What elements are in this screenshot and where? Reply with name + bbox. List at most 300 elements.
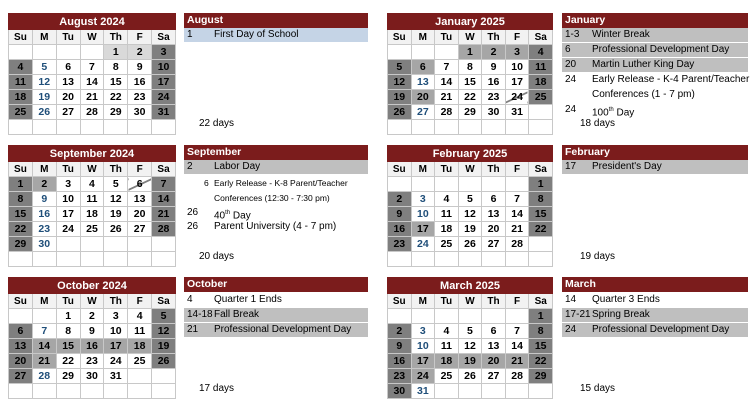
day-cell: 29 — [529, 369, 553, 384]
month-title: September 2024 — [9, 146, 176, 162]
day-cell: 22 — [104, 90, 128, 105]
event-date: 24 — [565, 104, 577, 115]
day-cell: 15 — [529, 339, 553, 354]
dow: Th — [482, 162, 506, 177]
day-cell: 2 — [80, 309, 104, 324]
day-cell: 7 — [32, 324, 56, 339]
day-cell: 5 — [458, 324, 482, 339]
day-cell: 12 — [32, 75, 56, 90]
day-cell: 2 — [388, 324, 412, 339]
day-cell: 26 — [152, 354, 176, 369]
day-cell: 28 — [505, 369, 529, 384]
day-cell: 23 — [80, 354, 104, 369]
event-row — [184, 28, 368, 42]
day-cell: 17 — [104, 339, 128, 354]
day-cell: 17 — [152, 75, 176, 90]
day-cell: 24 — [505, 90, 529, 105]
day-cell: 26 — [32, 105, 56, 120]
dow: M — [411, 30, 435, 45]
day-cell — [388, 45, 412, 60]
day-cell: 31 — [152, 105, 176, 120]
event-date: 17 — [565, 161, 577, 172]
event-text: Conferences (12:30 - 7:30 pm) — [214, 193, 330, 203]
event-date: 21 — [187, 324, 199, 335]
day-cell: 6 — [482, 324, 506, 339]
day-cell: 27 — [482, 237, 506, 252]
event-text: Parent University (4 - 7 pm) — [214, 221, 337, 232]
day-cell: 17 — [56, 207, 80, 222]
event-date: 20 — [565, 59, 577, 70]
dow: W — [458, 294, 482, 309]
day-cell: 20 — [9, 354, 33, 369]
day-cell: 21 — [505, 354, 529, 369]
event-date: 17-21 — [565, 309, 591, 320]
day-cell: 22 — [56, 354, 80, 369]
event-row — [184, 191, 368, 205]
day-cell: 23 — [32, 222, 56, 237]
day-cell: 7 — [152, 177, 176, 192]
day-cell: 17 — [411, 222, 435, 237]
day-cell: 13 — [128, 192, 152, 207]
day-cell: 1 — [529, 309, 553, 324]
event-text: President's Day — [592, 161, 662, 172]
day-cell: 25 — [80, 222, 104, 237]
event-row — [184, 293, 368, 307]
event-row — [562, 28, 748, 42]
event-row — [562, 293, 748, 307]
day-cell: 5 — [458, 192, 482, 207]
dow: Su — [388, 162, 412, 177]
day-cell: 3 — [505, 45, 529, 60]
day-cell: 25 — [128, 354, 152, 369]
day-cell: 13 — [9, 339, 33, 354]
event-header-march: March — [562, 277, 748, 292]
day-cell: 15 — [529, 207, 553, 222]
day-cell: 21 — [505, 222, 529, 237]
day-cell: 14 — [505, 339, 529, 354]
day-cell: 9 — [388, 339, 412, 354]
day-cell — [529, 105, 553, 120]
day-cell: 12 — [152, 324, 176, 339]
day-cell: 8 — [56, 324, 80, 339]
calendar-january — [387, 13, 553, 135]
day-cell: 14 — [435, 75, 459, 90]
dow: W — [80, 30, 104, 45]
day-cell: 9 — [32, 192, 56, 207]
dow: Th — [482, 30, 506, 45]
dow: F — [505, 30, 529, 45]
day-cell: 20 — [482, 222, 506, 237]
event-header-february: February — [562, 145, 748, 160]
day-cell: 20 — [56, 90, 80, 105]
event-row — [562, 160, 748, 174]
day-cell — [80, 45, 104, 60]
dow: M — [411, 162, 435, 177]
day-cell: 6 — [411, 60, 435, 75]
event-text: Early Release - K-4 Parent/Teacher — [592, 74, 750, 85]
day-cell: 20 — [128, 207, 152, 222]
day-cell: 22 — [529, 354, 553, 369]
event-date: 24 — [565, 74, 577, 85]
calendar-september — [8, 145, 176, 267]
calendar-august — [8, 13, 176, 135]
day-cell: 12 — [458, 339, 482, 354]
day-cell: 10 — [152, 60, 176, 75]
days-count: 18 days — [580, 118, 616, 129]
day-cell: 25 — [435, 369, 459, 384]
dow: M — [32, 162, 56, 177]
day-cell: 19 — [104, 207, 128, 222]
day-cell: 16 — [388, 354, 412, 369]
event-text: Quarter 1 Ends — [214, 294, 282, 305]
event-date: 6 — [204, 178, 209, 188]
day-cell: 10 — [411, 339, 435, 354]
day-cell: 28 — [80, 105, 104, 120]
day-cell: 19 — [458, 354, 482, 369]
day-cell: 11 — [435, 207, 459, 222]
event-date: 14 — [565, 294, 577, 305]
event-row — [184, 220, 368, 234]
day-cell: 28 — [435, 105, 459, 120]
day-cell: 1 — [9, 177, 33, 192]
day-cell: 6 — [9, 324, 33, 339]
day-cell: 27 — [411, 105, 435, 120]
day-cell: 23 — [482, 90, 506, 105]
day-cell: 29 — [56, 369, 80, 384]
dow: Su — [9, 162, 33, 177]
day-cell: 15 — [56, 339, 80, 354]
event-date: 1-3 — [565, 29, 580, 40]
day-cell: 1 — [529, 177, 553, 192]
day-cell: 26 — [458, 237, 482, 252]
dow: Sa — [152, 162, 176, 177]
dow: M — [411, 294, 435, 309]
day-cell: 10 — [56, 192, 80, 207]
day-cell: 6 — [56, 60, 80, 75]
day-cell: 30 — [482, 105, 506, 120]
event-header-september: September — [184, 145, 368, 160]
event-row — [184, 160, 368, 174]
dow: W — [458, 162, 482, 177]
day-cell: 15 — [9, 207, 33, 222]
event-text: Winter Break — [592, 29, 650, 40]
days-count: 20 days — [199, 251, 235, 262]
event-text: Fall Break — [214, 309, 260, 320]
event-date: 24 — [565, 324, 577, 335]
dow: Tu — [435, 162, 459, 177]
day-cell: 12 — [458, 207, 482, 222]
day-cell: 29 — [458, 105, 482, 120]
dow: W — [80, 162, 104, 177]
day-cell: 5 — [388, 60, 412, 75]
dow: Sa — [529, 294, 553, 309]
day-cell: 15 — [458, 75, 482, 90]
day-cell: 1 — [104, 45, 128, 60]
day-cell: 22 — [458, 90, 482, 105]
day-cell: 9 — [388, 207, 412, 222]
day-cell: 24 — [56, 222, 80, 237]
event-text: Conferences (1 - 7 pm) — [592, 89, 695, 100]
day-cell: 24 — [411, 237, 435, 252]
day-cell: 2 — [128, 45, 152, 60]
days-count: 17 days — [199, 383, 235, 394]
dow: Tu — [56, 294, 80, 309]
event-text: Professional Development Day — [592, 324, 730, 335]
day-cell: 7 — [505, 324, 529, 339]
event-row — [562, 103, 748, 117]
day-cell: 9 — [128, 60, 152, 75]
day-cell: 19 — [152, 339, 176, 354]
day-cell: 8 — [529, 192, 553, 207]
day-cell — [56, 45, 80, 60]
event-date: 26 — [187, 221, 199, 232]
event-text: Martin Luther King Day — [592, 59, 695, 70]
event-text-main: 40 — [214, 210, 226, 222]
day-cell: 28 — [505, 237, 529, 252]
day-cell: 30 — [128, 105, 152, 120]
day-cell: 3 — [152, 45, 176, 60]
event-text-tail: Day — [230, 210, 251, 222]
dow: Th — [104, 30, 128, 45]
event-text: Early Release - K-8 Parent/Teacher — [214, 178, 348, 188]
day-cell: 1 — [56, 309, 80, 324]
day-cell: 14 — [32, 339, 56, 354]
dow: F — [128, 294, 152, 309]
day-cell: 20 — [411, 90, 435, 105]
day-cell: 1 — [458, 45, 482, 60]
day-cell: 11 — [128, 324, 152, 339]
day-cell: 24 — [152, 90, 176, 105]
dow: Tu — [56, 30, 80, 45]
day-cell: 4 — [435, 324, 459, 339]
dow: Su — [9, 294, 33, 309]
day-cell: 28 — [32, 369, 56, 384]
day-cell: 2 — [388, 192, 412, 207]
dow: Tu — [435, 30, 459, 45]
day-cell: 16 — [482, 75, 506, 90]
dow: Su — [388, 30, 412, 45]
day-cell: 18 — [9, 90, 33, 105]
day-cell: 16 — [80, 339, 104, 354]
dow: W — [458, 30, 482, 45]
dow: F — [128, 30, 152, 45]
day-cell: 13 — [482, 339, 506, 354]
day-cell: 4 — [9, 60, 33, 75]
day-cell: 4 — [435, 192, 459, 207]
month-title: January 2025 — [388, 14, 553, 30]
day-cell: 6 — [482, 192, 506, 207]
event-row — [562, 58, 748, 72]
day-cell: 13 — [56, 75, 80, 90]
day-cell: 8 — [458, 60, 482, 75]
event-date: 6 — [565, 44, 571, 55]
dow: Th — [482, 294, 506, 309]
day-cell: 19 — [458, 222, 482, 237]
day-cell: 19 — [32, 90, 56, 105]
day-cell: 10 — [411, 207, 435, 222]
day-cell: 18 — [80, 207, 104, 222]
day-cell: 14 — [152, 192, 176, 207]
day-cell: 29 — [9, 237, 33, 252]
event-text-main: 100 — [592, 107, 609, 119]
day-cell: 16 — [388, 222, 412, 237]
day-cell: 4 — [529, 45, 553, 60]
event-row — [562, 308, 748, 322]
day-cell: 25 — [9, 105, 33, 120]
day-cell: 18 — [529, 75, 553, 90]
dow: F — [128, 162, 152, 177]
event-row — [184, 176, 368, 190]
day-cell: 10 — [104, 324, 128, 339]
day-cell: 20 — [482, 354, 506, 369]
event-text: Professional Development Day — [592, 44, 730, 55]
day-cell: 22 — [529, 222, 553, 237]
day-cell: 7 — [505, 192, 529, 207]
day-cell: 5 — [32, 60, 56, 75]
dow: Sa — [152, 30, 176, 45]
day-cell: 3 — [411, 324, 435, 339]
day-cell: 16 — [128, 75, 152, 90]
day-cell: 11 — [9, 75, 33, 90]
ordinal-suffix: th — [225, 210, 231, 216]
dow: Sa — [152, 294, 176, 309]
day-cell: 11 — [529, 60, 553, 75]
day-cell: 28 — [152, 222, 176, 237]
month-title: March 2025 — [388, 278, 553, 294]
day-cell: 30 — [80, 369, 104, 384]
dow: Su — [9, 30, 33, 45]
event-row — [562, 73, 748, 87]
event-header-october: October — [184, 277, 368, 292]
day-cell: 4 — [128, 309, 152, 324]
day-cell: 12 — [104, 192, 128, 207]
day-cell: 26 — [388, 105, 412, 120]
dow: Sa — [529, 162, 553, 177]
day-cell: 15 — [104, 75, 128, 90]
day-cell: 11 — [80, 192, 104, 207]
day-cell: 23 — [388, 369, 412, 384]
event-text: First Day of School — [214, 29, 299, 40]
event-row — [184, 308, 368, 322]
day-cell: 30 — [388, 384, 412, 399]
calendar-march — [387, 277, 553, 399]
ordinal-suffix: th — [608, 107, 614, 113]
day-cell: 31 — [411, 384, 435, 399]
event-row — [184, 323, 368, 337]
day-cell: 13 — [411, 75, 435, 90]
day-cell: 3 — [411, 192, 435, 207]
day-cell: 14 — [80, 75, 104, 90]
dow: F — [505, 162, 529, 177]
dow: W — [80, 294, 104, 309]
day-cell — [411, 45, 435, 60]
day-cell: 25 — [529, 90, 553, 105]
day-cell: 10 — [505, 60, 529, 75]
day-cell: 29 — [104, 105, 128, 120]
day-cell: 22 — [9, 222, 33, 237]
day-cell: 21 — [435, 90, 459, 105]
day-cell: 9 — [80, 324, 104, 339]
day-cell — [32, 45, 56, 60]
month-title: February 2025 — [388, 146, 553, 162]
day-cell: 23 — [128, 90, 152, 105]
day-cell: 27 — [9, 369, 33, 384]
event-header-august: August — [184, 13, 368, 28]
day-cell: 5 — [152, 309, 176, 324]
calendar-february — [387, 145, 553, 267]
event-date: 26 — [187, 207, 199, 218]
day-cell: 4 — [80, 177, 104, 192]
event-date: 2 — [187, 161, 193, 172]
dow: M — [32, 294, 56, 309]
days-count: 22 days — [199, 118, 235, 129]
day-cell: 19 — [388, 90, 412, 105]
event-row — [562, 88, 748, 102]
day-cell: 21 — [152, 207, 176, 222]
event-date: 4 — [187, 294, 193, 305]
days-count: 19 days — [580, 251, 616, 262]
dow: F — [505, 294, 529, 309]
day-cell: 8 — [9, 192, 33, 207]
day-cell: 24 — [411, 369, 435, 384]
event-text: Professional Development Day — [214, 324, 352, 335]
day-cell: 25 — [435, 237, 459, 252]
day-cell: 27 — [56, 105, 80, 120]
dow: Tu — [56, 162, 80, 177]
event-date: 14-18 — [187, 309, 213, 320]
event-text: Quarter 3 Ends — [592, 294, 660, 305]
day-cell: 11 — [435, 339, 459, 354]
dow: Th — [104, 294, 128, 309]
event-text: Spring Break — [592, 309, 650, 320]
day-cell: 24 — [104, 354, 128, 369]
event-row — [184, 206, 368, 220]
day-cell: 30 — [32, 237, 56, 252]
day-cell: 17 — [411, 354, 435, 369]
day-cell: 13 — [482, 207, 506, 222]
day-cell: 23 — [388, 237, 412, 252]
month-title: August 2024 — [9, 14, 176, 30]
day-cell: 9 — [482, 60, 506, 75]
day-cell: 3 — [104, 309, 128, 324]
dow: Su — [388, 294, 412, 309]
day-cell: 3 — [56, 177, 80, 192]
day-cell: 8 — [529, 324, 553, 339]
dow: Tu — [435, 294, 459, 309]
event-text-tail: Day — [613, 107, 635, 119]
day-cell: 2 — [482, 45, 506, 60]
day-cell — [435, 45, 459, 60]
day-cell: 31 — [505, 105, 529, 120]
day-cell: 6 — [128, 177, 152, 192]
day-cell: 27 — [128, 222, 152, 237]
day-cell: 5 — [104, 177, 128, 192]
day-cell: 7 — [435, 60, 459, 75]
month-title: October 2024 — [9, 278, 176, 294]
event-row — [562, 323, 748, 337]
day-cell: 31 — [104, 369, 128, 384]
dow: M — [32, 30, 56, 45]
day-cell: 17 — [505, 75, 529, 90]
day-cell: 18 — [435, 354, 459, 369]
day-cell: 2 — [32, 177, 56, 192]
day-cell: 12 — [388, 75, 412, 90]
day-cell — [9, 45, 33, 60]
day-cell: 21 — [80, 90, 104, 105]
days-count: 15 days — [580, 383, 616, 394]
day-cell: 21 — [32, 354, 56, 369]
day-cell: 18 — [435, 222, 459, 237]
